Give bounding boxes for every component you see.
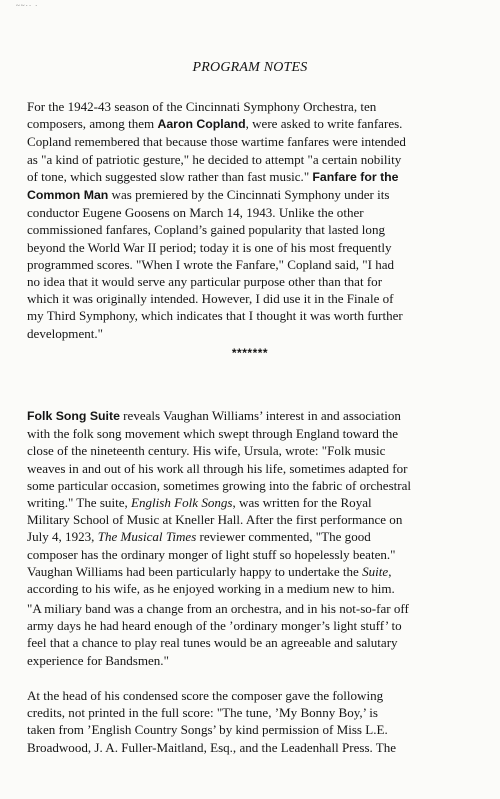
text-line	[27, 133, 482, 150]
text-line	[27, 460, 482, 477]
text-line	[27, 273, 482, 290]
text-line	[27, 687, 482, 704]
text-line	[27, 634, 482, 651]
text-run: The Musical Times	[97, 529, 197, 545]
text-run: ,	[388, 563, 392, 579]
text-line	[27, 528, 482, 545]
text-run: For the 1942-43 season of the Cincinnati Symphony Orchestra, ten	[27, 99, 377, 114]
text-line	[27, 256, 482, 273]
text-run: composers, among them	[27, 116, 158, 132]
text-line	[27, 98, 482, 115]
text-run: of tone, which suggested slow rather than fast music."	[27, 168, 313, 184]
paragraph-folk-song-suite	[27, 407, 482, 597]
text-run: as "a kind of patriotic gesture," he decided to attempt "a certain nobility	[27, 151, 402, 167]
text-line	[27, 704, 482, 721]
text-run: Fanfare for the	[312, 169, 399, 184]
text-run: development."	[27, 325, 103, 341]
text-run: At the head of his condensed score the composer gave the following	[27, 688, 384, 703]
text-line	[27, 511, 482, 528]
text-line	[27, 617, 482, 634]
text-line	[27, 115, 482, 133]
text-run: taken from ’English Country Songs’ by kind permission of Miss L.E.	[27, 722, 388, 738]
text-line	[27, 652, 482, 669]
text-run: English Folk Songs	[131, 495, 233, 511]
section-separator: *******	[231, 346, 269, 360]
text-run: no idea that it would serve any particular purpose other than that for	[27, 274, 383, 290]
text-run: Aaron Copland	[157, 117, 246, 132]
text-run: some particular occasion, sometimes growing into the fabric of orchestral	[27, 477, 412, 493]
text-run: credits, not printed in the full score: "The tune, ’My Bonny Boy,’ is	[27, 705, 379, 721]
text-run: conductor Eugene Goosens on March 14, 1943. Unlike the other	[27, 205, 364, 221]
text-line	[27, 325, 482, 342]
text-line	[27, 494, 482, 511]
corner-mark: ~~·· ·	[16, 2, 39, 10]
text-run: with the folk song movement which swept through England toward the	[27, 426, 399, 442]
text-line	[27, 168, 482, 186]
text-run: July 4, 1923,	[27, 529, 98, 545]
text-line	[27, 546, 482, 563]
text-line	[27, 221, 482, 238]
text-line	[27, 204, 482, 221]
text-run: , were asked to write fanfares.	[245, 116, 403, 132]
paragraph-credits	[27, 687, 482, 756]
text-run: which it was originally intended. However, I did use it in the Finale of	[27, 291, 394, 307]
text-run: reveals Vaughan Williams’ interest in and association	[119, 408, 401, 423]
text-run: my Third Symphony, which indicates that I thought it was worth further	[27, 308, 403, 324]
text-line	[27, 739, 482, 756]
text-line	[27, 600, 482, 617]
text-run: close of the nineteenth century. His wife, Ursula, wrote: "Folk music	[27, 443, 386, 459]
text-line	[27, 407, 482, 425]
text-line	[27, 442, 482, 459]
paragraph-quotation	[27, 600, 482, 669]
text-line	[27, 186, 482, 204]
text-run: weaves in and out of his work all through his life, sometimes adapted for	[27, 460, 408, 476]
text-run: according to his wife, as he enjoyed working in a medium new to him.	[27, 581, 395, 597]
text-run: experience for Bandsmen."	[27, 652, 169, 668]
text-run: , was written for the Royal	[232, 495, 372, 511]
text-line	[27, 307, 482, 324]
text-run: programmed scores. "When I wrote the Fanfare," Copland said, "I had	[27, 256, 395, 272]
text-line	[27, 563, 482, 580]
text-run: Military School of Music at Kneller Hall. After the first performance on	[27, 512, 403, 528]
text-line	[27, 721, 482, 738]
text-run: feel that a chance to play real tunes would be an agreeable and salutary	[27, 635, 398, 651]
text-line	[27, 477, 482, 494]
text-run: composer has the ordinary monger of light stuff so hopelessly beaten."	[27, 546, 396, 562]
text-run: Suite	[362, 563, 389, 579]
text-run: commissioned fanfares, Copland’s gained popularity that lasted long	[27, 222, 385, 238]
text-line	[27, 239, 482, 256]
text-run: Common Man	[27, 188, 109, 203]
text-run: army days he had heard enough of the ’ordinary monger’s light stuff’ to	[27, 618, 402, 634]
paragraph-copland	[27, 98, 482, 342]
text-run: "A miliary band was a change from an orchestra, and in his not-so-far off	[27, 601, 409, 616]
text-line	[27, 290, 482, 307]
text-run: Broadwood, J. A. Fuller-Maitland, Esq., and the Leadenhall Press. The	[27, 739, 397, 755]
text-run: writing." The suite,	[27, 495, 132, 511]
text-run: beyond the World War II period; today it is one of his most frequently	[27, 239, 392, 255]
text-run: reviewer commented, "The good	[196, 529, 371, 545]
text-line	[27, 151, 482, 168]
text-run: Folk Song Suite	[27, 409, 120, 423]
text-run: was premiered by the Cincinnati Symphony under its	[108, 187, 390, 203]
text-run: Copland remembered that because those wartime fanfares were intended	[27, 134, 406, 150]
page-title: PROGRAM NOTES	[192, 60, 308, 75]
text-line	[27, 425, 482, 442]
text-run: Vaughan Williams had been particularly happy to undertake the	[27, 563, 363, 579]
text-line	[27, 580, 482, 597]
